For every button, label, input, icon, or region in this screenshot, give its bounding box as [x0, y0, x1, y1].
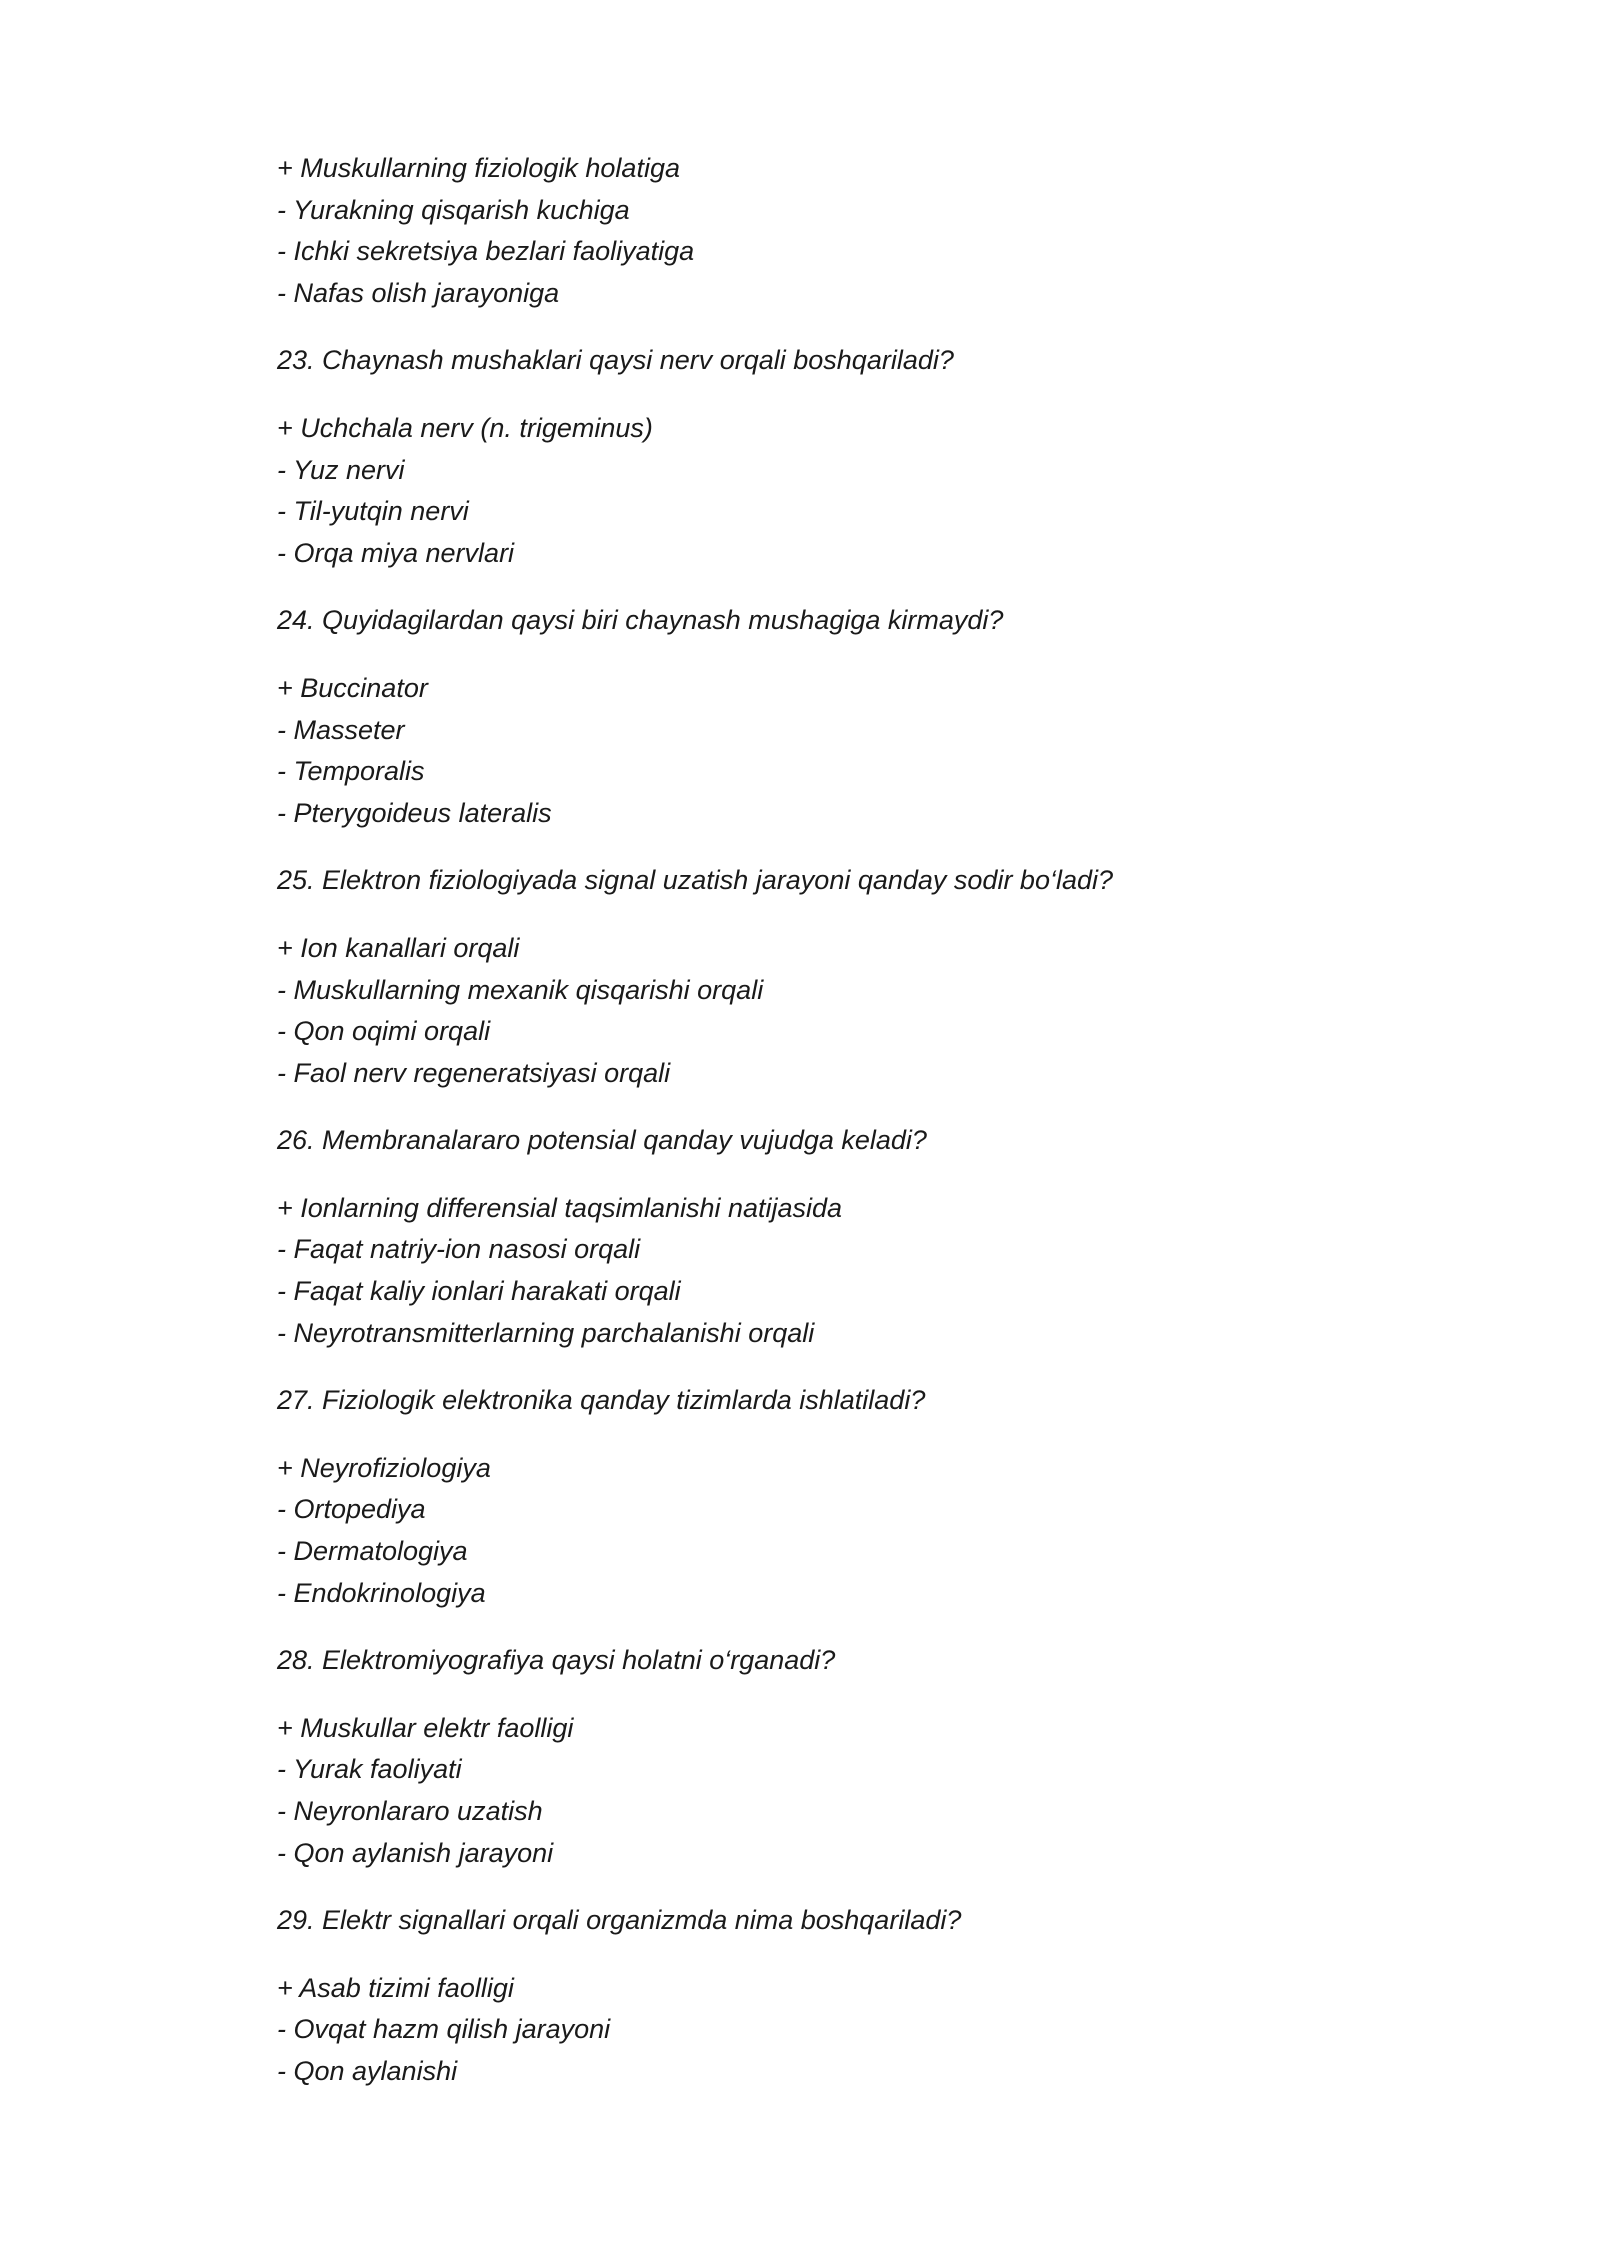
answer-option: - Dermatologiya — [277, 1536, 468, 1567]
answer-option: - Ovqat hazm qilish jarayoni — [277, 2014, 611, 2045]
answer-option: - Endokrinologiya — [277, 1577, 486, 1608]
answer-option: - Muskullarning mexanik qisqarishi orqali — [277, 974, 764, 1005]
answer-options-29 — [277, 1968, 1377, 2093]
answer-option: - Pterygoideus lateralis — [277, 797, 552, 828]
answer-option: + Neyrofiziologiya — [277, 1452, 491, 1483]
answer-option: - Temporalis — [277, 756, 425, 787]
answer-option: - Yuz nervi — [277, 454, 405, 485]
quiz-content — [277, 148, 1377, 2119]
answer-options-continued — [277, 148, 1377, 314]
answer-options-24 — [277, 668, 1377, 834]
answer-option: - Neyronlararo uzatish — [277, 1796, 543, 1826]
answer-option: - Neyrotransmitterlarning parchalanishi orqali — [277, 1317, 815, 1348]
answer-option: - Qon oqimi orqali — [277, 1016, 491, 1047]
answer-option: - Faqat natriy-ion nasosi orqali — [277, 1234, 641, 1265]
answer-option: + Ion kanallari orqali — [277, 932, 520, 963]
answer-options-28 — [277, 1708, 1377, 1874]
question-24: 24. Quyidagilardan qaysi biri chaynash mushagiga kirmaydi? — [277, 605, 1004, 636]
answer-options-23 — [277, 408, 1377, 574]
answer-option: + Uchchala nerv (n. trigeminus) — [277, 412, 653, 443]
answer-option: - Qon aylanish jarayoni — [277, 1837, 554, 1868]
answer-option: - Ichki sekretsiya bezlari faoliyatiga — [277, 236, 695, 267]
question-23: 23. Chaynash mushaklari qaysi nerv orqali boshqariladi? — [277, 345, 954, 376]
answer-option: - Faqat kaliy ionlari harakati orqali — [277, 1276, 681, 1307]
question-27: 27. Fiziologik elektronika qanday tizimlarda ishlatiladi? — [277, 1385, 926, 1416]
answer-option: - Ortopediya — [277, 1494, 426, 1525]
answer-option: - Yurak faoliyati — [277, 1754, 462, 1785]
answer-option: - Masseter — [277, 714, 405, 745]
answer-option: - Qon aylanishi — [277, 2055, 458, 2086]
question-25: 25. Elektron fiziologiyada signal uzatish jarayoni qanday sodir bo‘ladi? — [277, 865, 1114, 896]
answer-option: + Buccinator — [277, 672, 428, 703]
answer-option: + Muskullar elektr faolligi — [277, 1712, 574, 1743]
answer-option: - Nafas olish jarayoniga — [277, 277, 560, 308]
answer-option: - Yurakning qisqarish kuchiga — [277, 194, 630, 225]
answer-options-25 — [277, 928, 1377, 1094]
answer-option: + Asab tizimi faolligi — [277, 1972, 514, 2003]
answer-options-27 — [277, 1448, 1377, 1614]
answer-option: - Til-yutqin nervi — [277, 496, 469, 527]
answer-option: + Ionlarning differensial taqsimlanishi natijasida — [277, 1192, 843, 1223]
question-26: 26. Membranalararo potensial qanday vujudga keladi? — [277, 1125, 927, 1156]
answer-options-26 — [277, 1188, 1377, 1354]
question-29: 29. Elektr signallari orqali organizmda nima boshqariladi? — [277, 1905, 962, 1936]
answer-option: - Faol nerv regeneratsiyasi orqali — [277, 1057, 671, 1088]
question-28: 28. Elektromiyografiya qaysi holatni o‘rganadi? — [277, 1645, 836, 1676]
answer-option: - Orqa miya nervlari — [277, 537, 515, 568]
answer-option: + Muskullarning fiziologik holatiga — [277, 153, 680, 183]
